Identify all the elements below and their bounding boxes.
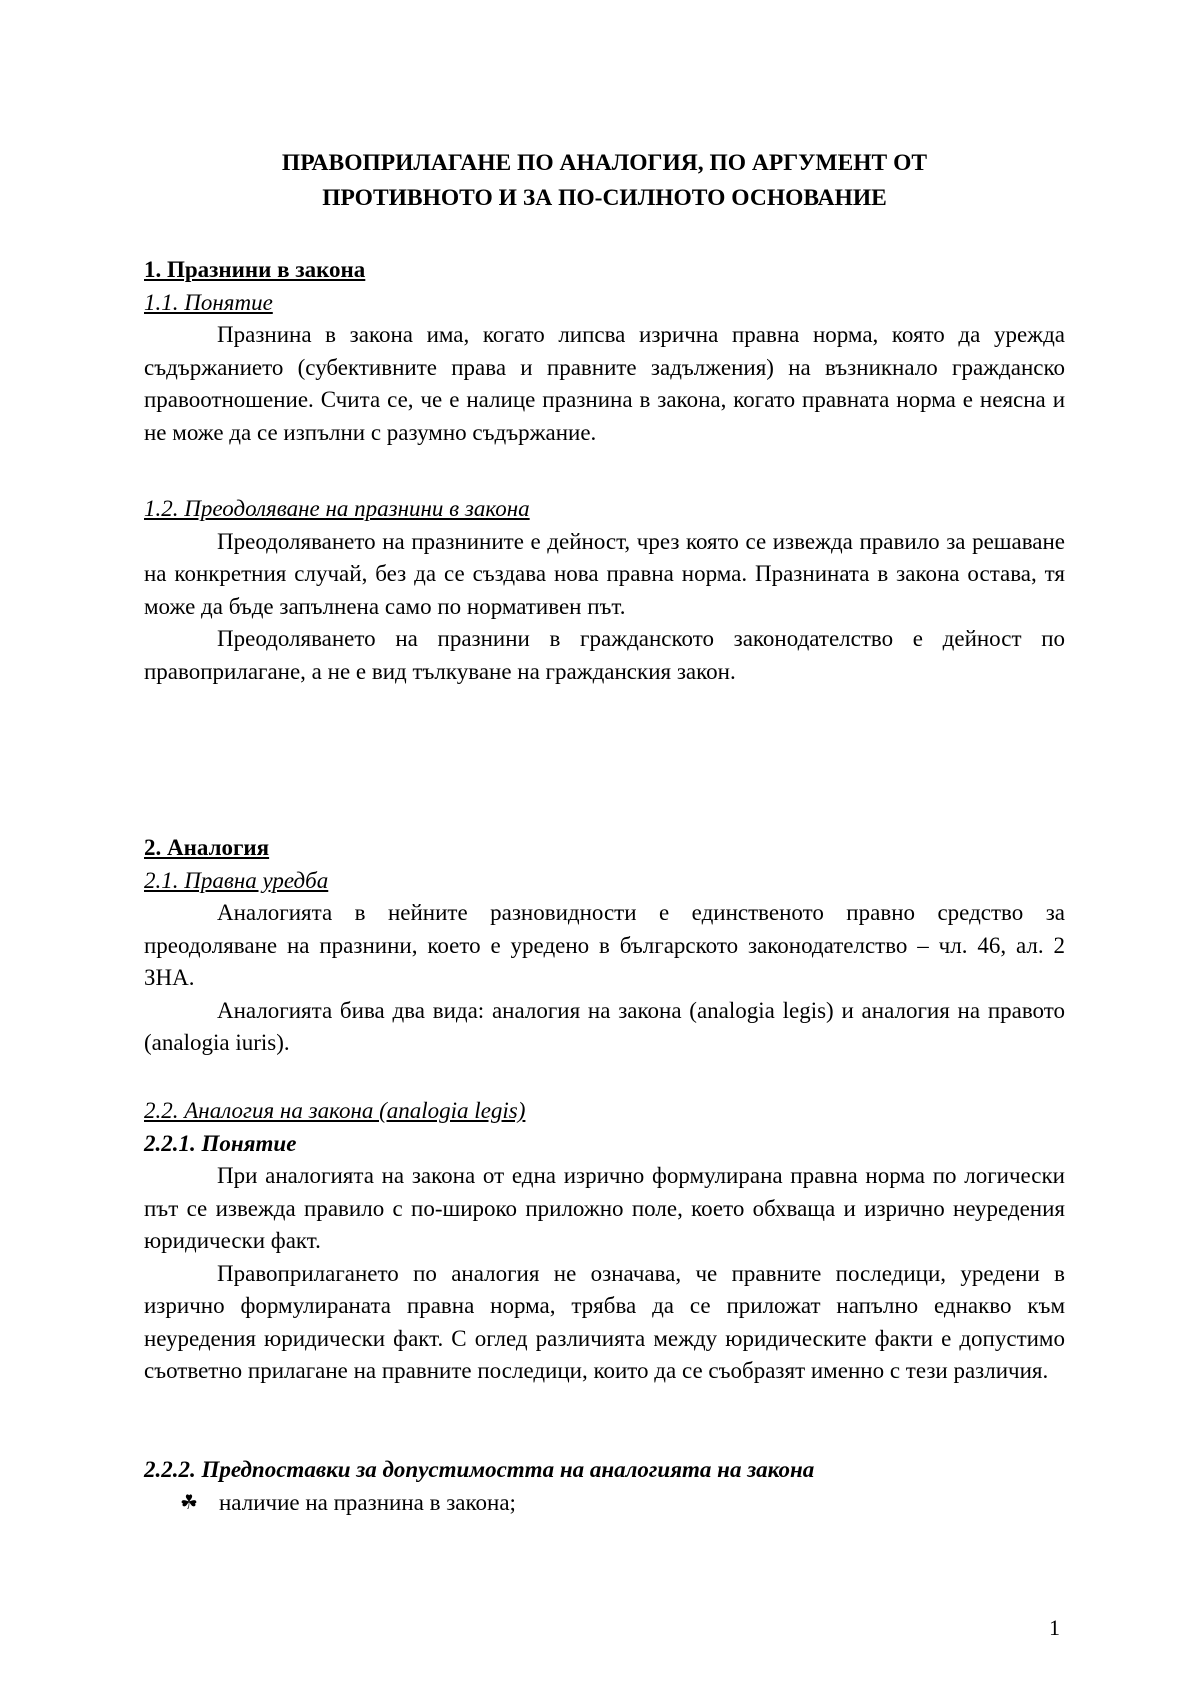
subsection-heading: 2.2. Аналогия на закона (analogia legis) xyxy=(144,1098,526,1123)
list-item-text: наличие на празнина в закона; xyxy=(219,1489,516,1515)
subsubsection-heading: 2.2.2. Предпоставки за допустимостта на аналогията на закона xyxy=(144,1457,815,1482)
paragraph: Аналогията бива два вида: аналогия на закона (analogia legis) и аналогия на правото (analogia iuris). xyxy=(144,997,1065,1055)
paragraph: Преодоляването на празнини в гражданското законодателство е дейност по правоприлагане, а не е вид тълкуване на гражданския закон. xyxy=(144,626,1065,684)
paragraph: При аналогията на закона от една изрично формулирана правна норма по логически път се извежда правило с по-широко приложно поле, което обхваща и изрично неуредения юридически факт. xyxy=(144,1163,1065,1253)
section-1 xyxy=(144,254,1065,449)
document-title xyxy=(144,146,1065,216)
subsubsection-heading: 2.2.1. Понятие xyxy=(144,1130,297,1156)
section-2-2 xyxy=(144,1095,1065,1388)
section-heading: 1. Празнини в закона xyxy=(144,257,366,282)
document-page xyxy=(144,0,1065,1698)
title-line-1: ПРАВОПРИЛАГАНЕ ПО АНАЛОГИЯ, ПО АРГУМЕНТ ОТ xyxy=(281,150,928,176)
paragraph: Аналогията в нейните разновидности е единственото правно средство за преодоляване на празнини, което е уредено в българското законодателство – чл. 46, ал. 2 ЗНА. xyxy=(144,900,1065,990)
section-2 xyxy=(144,832,1065,1060)
section-heading: 2. Аналогия xyxy=(144,835,270,860)
paragraph: Празнина в закона има, когато липсва изрична правна норма, която да урежда съдържанието (субективните права и правните задължения) на възникнало гражданско правоотношение. Счита се, че е налице празнина в закона, когато правната норма е неясна и не може да се изпълни с разумно съдържание. xyxy=(144,322,1065,445)
subsection-heading: 2.1. Правна уредба xyxy=(144,867,329,893)
paragraph: Правоприлагането по аналогия не означава, че правните последици, уредени в изрично формулираната правна норма, трябва да се приложат напълно еднакво към неуредения юридически факт. С оглед различията между юридическите факти е допустимо съответно прилагане на правните последици, които да се съобразят именно с тези различия. xyxy=(144,1260,1065,1383)
bullet-icon: ☘ xyxy=(180,1491,198,1514)
section-1-2 xyxy=(144,493,1065,688)
page-number: 1 xyxy=(1049,1615,1060,1640)
subsection-heading: 1.1. Понятие xyxy=(144,289,273,315)
subsection-heading: 1.2. Преодоляване на празнини в закона xyxy=(144,496,530,521)
title-line-2: ПРОТИВНОТО И ЗА ПО-СИЛНОТО ОСНОВАНИЕ xyxy=(322,185,887,211)
list-item xyxy=(144,1487,1065,1520)
section-2-2-2 xyxy=(144,1454,1065,1519)
paragraph: Преодоляването на празнините е дейност, чрез която се извежда правило за решаване на конкретния случай, без да се създава нова правна норма. Празнината в закона остава, тя може да бъде запълнена само по нормативен път. xyxy=(144,528,1065,619)
